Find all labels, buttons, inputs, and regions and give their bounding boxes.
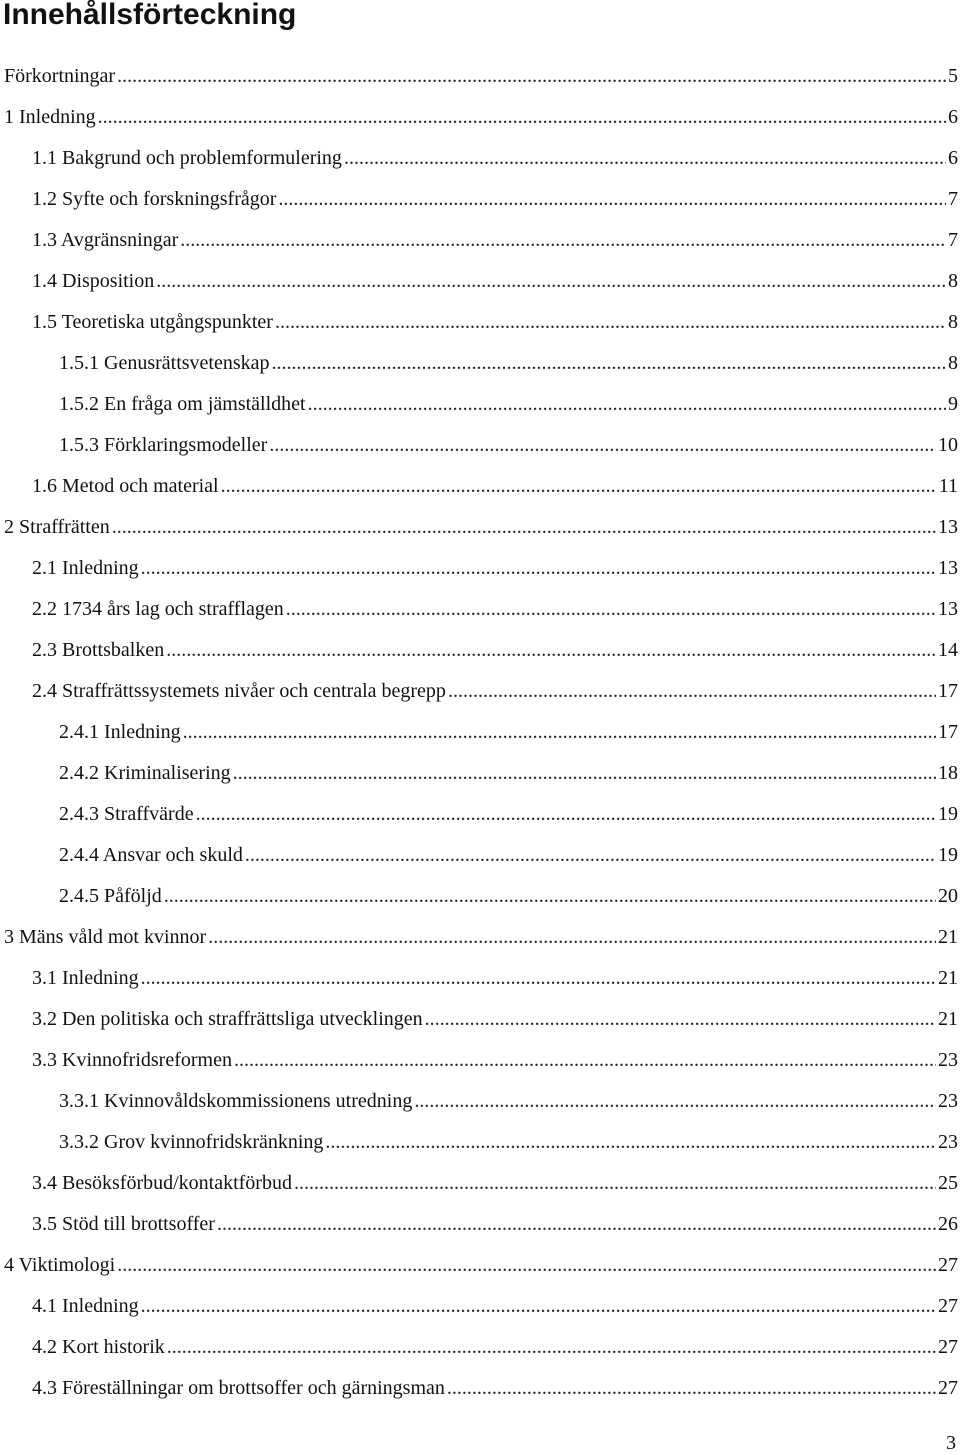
toc-entry-title: 1.5 Teoretiska utgångspunkter	[32, 311, 273, 333]
toc-entry[interactable]	[0, 507, 960, 548]
dot-leader	[272, 343, 946, 384]
toc-entry-title: 2.4.2 Kriminalisering	[59, 762, 231, 784]
toc-entry-title: 1.2 Syfte och forskningsfrågor	[32, 188, 277, 210]
toc-entry[interactable]	[0, 835, 960, 876]
toc-entry-title: 1 Inledning	[4, 106, 96, 128]
toc-entry-title: 3.4 Besöksförbud/kontaktförbud	[32, 1172, 292, 1194]
page-number: 3	[946, 1432, 956, 1454]
toc-entry-title: 1.3 Avgränsningar	[32, 229, 179, 251]
dot-leader	[217, 1204, 936, 1245]
toc-entry[interactable]	[0, 384, 960, 425]
toc-entry-title: 4.1 Inledning	[32, 1295, 139, 1317]
toc-entry-page-number: 19	[938, 844, 958, 866]
toc-entry[interactable]	[0, 466, 960, 507]
toc-entry-page-number: 7	[948, 188, 958, 210]
dot-leader	[221, 466, 937, 507]
toc-entry[interactable]	[0, 179, 960, 220]
toc-entry-page-number: 13	[938, 598, 958, 620]
dot-leader	[98, 97, 946, 138]
toc-entry-title: 3.3 Kvinnofridsreformen	[32, 1049, 232, 1071]
toc-entry[interactable]	[0, 425, 960, 466]
toc-entry-page-number: 27	[938, 1336, 958, 1358]
dot-leader	[141, 1286, 936, 1327]
toc-entry-page-number: 25	[938, 1172, 958, 1194]
toc-entry-title: 2.4.1 Inledning	[59, 721, 181, 743]
dot-leader	[117, 1245, 936, 1286]
toc-entry-page-number: 23	[938, 1090, 958, 1112]
toc-entry-title: 2.3 Brottsbalken	[32, 639, 165, 661]
toc-entry-title: 4.3 Föreställningar om brottsoffer och gärningsman	[32, 1377, 445, 1399]
dot-leader	[164, 876, 936, 917]
toc-entry-title: 1.5.1 Genusrättsvetenskap	[59, 352, 270, 374]
toc-entry-title: 1.5.3 Förklaringsmodeller	[59, 434, 268, 456]
dot-leader	[141, 958, 936, 999]
toc-entry[interactable]	[0, 999, 960, 1040]
toc-entry[interactable]	[0, 1286, 960, 1327]
toc-entry-title: 1.6 Metod och material	[32, 475, 219, 497]
dot-leader	[156, 261, 946, 302]
toc-entry[interactable]	[0, 548, 960, 589]
toc-entry[interactable]	[0, 753, 960, 794]
dot-leader	[183, 712, 936, 753]
toc-entry-title: 3.1 Inledning	[32, 967, 139, 989]
dot-leader	[166, 630, 936, 671]
toc-entry-title: 1.5.2 En fråga om jämställdhet	[59, 393, 306, 415]
toc-entry[interactable]	[0, 917, 960, 958]
toc-entry-page-number: 8	[948, 270, 958, 292]
toc-list	[0, 56, 960, 1409]
dot-leader	[180, 220, 946, 261]
toc-entry[interactable]	[0, 671, 960, 712]
dot-leader	[278, 179, 946, 220]
toc-entry-title: 1.4 Disposition	[32, 270, 155, 292]
dot-leader	[233, 753, 936, 794]
toc-entry[interactable]	[0, 958, 960, 999]
toc-entry-title: 1.1 Bakgrund och problemformulering	[32, 147, 342, 169]
toc-entry-page-number: 23	[938, 1131, 958, 1153]
dot-leader	[208, 917, 936, 958]
toc-entry[interactable]	[0, 1245, 960, 1286]
toc-entry-page-number: 7	[948, 229, 958, 251]
toc-entry-page-number: 27	[938, 1254, 958, 1276]
toc-entry[interactable]	[0, 1204, 960, 1245]
toc-entry-page-number: 13	[938, 516, 958, 538]
toc-entry[interactable]	[0, 220, 960, 261]
toc-entry-page-number: 6	[948, 106, 958, 128]
toc-entry-page-number: 19	[938, 803, 958, 825]
dot-leader	[196, 794, 936, 835]
toc-entry-title: 3 Mäns våld mot kvinnor	[4, 926, 207, 948]
toc-entry-page-number: 27	[938, 1295, 958, 1317]
toc-entry-page-number: 21	[938, 926, 958, 948]
toc-title: Innehållsförteckning	[3, 0, 297, 31]
toc-entry-page-number: 14	[938, 639, 958, 661]
toc-entry[interactable]	[0, 138, 960, 179]
toc-entry-page-number: 21	[938, 1008, 958, 1030]
dot-leader	[117, 56, 946, 97]
dot-leader	[308, 384, 946, 425]
toc-entry[interactable]	[0, 589, 960, 630]
toc-entry-page-number: 17	[938, 721, 958, 743]
dot-leader	[325, 1122, 936, 1163]
toc-entry-page-number: 23	[938, 1049, 958, 1071]
toc-entry-page-number: 8	[948, 352, 958, 374]
toc-entry[interactable]	[0, 630, 960, 671]
dot-leader	[448, 671, 936, 712]
dot-leader	[112, 507, 936, 548]
dot-leader	[286, 589, 936, 630]
toc-entry-title: 2.4.5 Påföljd	[59, 885, 162, 907]
dot-leader	[447, 1368, 936, 1409]
toc-entry[interactable]	[0, 97, 960, 138]
toc-entry-title: 3.2 Den politiska och straffrättsliga utvecklingen	[32, 1008, 423, 1030]
dot-leader	[245, 835, 936, 876]
dot-leader	[141, 548, 936, 589]
toc-entry-page-number: 18	[938, 762, 958, 784]
dot-leader	[344, 138, 946, 179]
toc-entry-title: 2.4.4 Ansvar och skuld	[59, 844, 243, 866]
toc-entry-title: 3.5 Stöd till brottsoffer	[32, 1213, 215, 1235]
toc-entry-title: 2 Straffrätten	[4, 516, 110, 538]
toc-entry[interactable]	[0, 1040, 960, 1081]
toc-entry[interactable]	[0, 302, 960, 343]
dot-leader	[167, 1327, 936, 1368]
toc-entry-title: 4.2 Kort historik	[32, 1336, 165, 1358]
toc-entry-page-number: 6	[948, 147, 958, 169]
toc-entry[interactable]	[0, 1327, 960, 1368]
dot-leader	[269, 425, 936, 466]
dot-leader	[275, 302, 946, 343]
toc-entry[interactable]	[0, 1081, 960, 1122]
toc-entry[interactable]	[0, 712, 960, 753]
toc-entry-title: 4 Viktimologi	[4, 1254, 116, 1276]
dot-leader	[425, 999, 936, 1040]
toc-entry-title: 3.3.2 Grov kvinnofridskränkning	[59, 1131, 324, 1153]
toc-entry-title: 2.1 Inledning	[32, 557, 139, 579]
dot-leader	[294, 1163, 936, 1204]
dot-leader	[414, 1081, 936, 1122]
toc-entry[interactable]	[0, 1368, 960, 1409]
toc-entry-page-number: 27	[938, 1377, 958, 1399]
toc-entry-title: Förkortningar	[4, 65, 116, 87]
toc-entry-page-number: 8	[948, 311, 958, 333]
toc-entry[interactable]	[0, 876, 960, 917]
toc-entry[interactable]	[0, 261, 960, 302]
toc-entry-page-number: 11	[938, 475, 958, 497]
toc-entry-page-number: 20	[938, 885, 958, 907]
toc-entry-title: 2.2 1734 års lag och strafflagen	[32, 598, 284, 620]
toc-entry-page-number: 10	[938, 434, 958, 456]
toc-entry[interactable]	[0, 794, 960, 835]
toc-entry-title: 3.3.1 Kvinnovåldskommissionens utredning	[59, 1090, 413, 1112]
toc-entry-page-number: 13	[938, 557, 958, 579]
toc-entry-title: 2.4.3 Straffvärde	[59, 803, 194, 825]
toc-entry-page-number: 5	[948, 65, 958, 87]
toc-entry-page-number: 26	[938, 1213, 958, 1235]
toc-entry-page-number: 17	[938, 680, 958, 702]
toc-entry-page-number: 21	[938, 967, 958, 989]
dot-leader	[234, 1040, 936, 1081]
toc-entry[interactable]	[0, 1163, 960, 1204]
toc-entry[interactable]	[0, 343, 960, 384]
toc-entry-title: 2.4 Straffrättssystemets nivåer och centrala begrepp	[32, 680, 446, 702]
toc-entry-page-number: 9	[948, 393, 958, 415]
toc-entry[interactable]	[0, 56, 960, 97]
toc-entry[interactable]	[0, 1122, 960, 1163]
